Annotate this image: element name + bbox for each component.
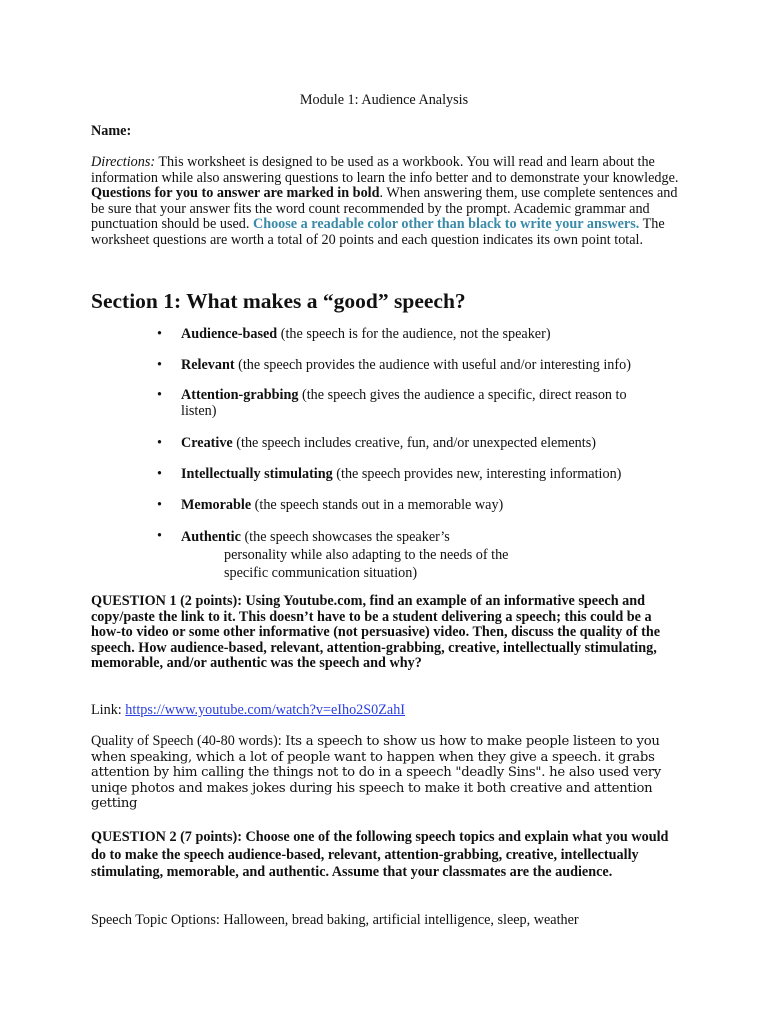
criterion-description: (the speech showcases the speaker’s <box>240 529 450 545</box>
criterion-term: Relevant <box>181 357 235 373</box>
bullet-icon: • <box>157 357 162 373</box>
quality-of-speech-answer <box>91 734 686 812</box>
question-2-prompt: QUESTION 2 (7 points): Choose one of the following speech topics and explain what you would do to make the speech audience-based, relevant, attention-grabbing, creative, intellectually stimulating, memorable, and authentic. Assume that your classmates are the audience. <box>91 829 669 881</box>
criterion-term: Memorable <box>181 497 252 513</box>
directions-paragraph <box>91 155 681 249</box>
name-label: Name: <box>91 123 132 139</box>
quality-label: Quality of Speech (40-80 words): <box>91 733 286 749</box>
criterion-term: Creative <box>181 435 233 451</box>
bullet-icon: • <box>157 435 162 451</box>
bullet-icon: • <box>157 466 162 482</box>
document-title: Module 1: Audience Analysis <box>299 92 469 108</box>
bullet-icon: • <box>157 528 162 544</box>
section-heading: Section 1: What makes a “good” speech? <box>91 289 466 313</box>
criterion-description-continued: specific communication situation) <box>224 565 418 581</box>
speech-topic-options: Speech Topic Options: Halloween, bread baking, artificial intelligence, sleep, weather <box>91 912 579 928</box>
bullet-icon: • <box>157 387 162 403</box>
directions-highlight: Choose a readable color other than black to write your answers. <box>252 216 640 233</box>
bullet-icon: • <box>157 497 162 513</box>
criterion-description: (the speech is for the audience, not the speaker) <box>277 326 551 342</box>
criterion-term: Intellectually stimulating <box>181 466 333 482</box>
criterion-description: (the speech includes creative, fun, and/or unexpected elements) <box>232 435 596 451</box>
criterion-description-continued: personality while also adapting to the needs of the <box>224 547 509 563</box>
criterion-description: (the speech gives the audience a specific, direct reason to listen) <box>181 387 627 419</box>
link-line <box>91 703 405 719</box>
youtube-link[interactable]: https://www.youtube.com/watch?v=eIho2S0ZahI <box>125 702 406 718</box>
criterion-term: Authentic <box>181 529 241 545</box>
quality-answer-text: Its a speech to show us how to make people listeen to you when speaking, which a lot of people want to happen when they give a speech. it grabs attention by him calling the things not to do in a speech "deadly Sins". he also used very uniqe photos and makes jokes during his speech to make it both creative and attention getting <box>91 734 662 812</box>
directions-label: Directions: <box>91 154 156 170</box>
criterion-term: Attention-grabbing <box>181 387 299 403</box>
directions-text: The worksheet questions are worth a total of 20 points and each question indicates its own point total. <box>91 216 665 248</box>
directions-text: This worksheet is designed to be used as a workbook. You will read and learn about the information while also answering questions to learn the info better and to demonstrate your knowledge. <box>91 154 679 186</box>
criterion-description: (the speech stands out in a memorable way) <box>251 497 504 513</box>
question-1-prompt: QUESTION 1 (2 points): Using Youtube.com, find an example of an informative speech and copy/paste the link to it. This doesn’t have to be a student delivering a speech; this could be a how-to video or some other informative (not persuasive) video. Then, discuss the quality of the speech. How audience-based, relevant, attention-grabbing, creative, intellectually stimulating, memorable, and/or authentic was the speech and why? <box>91 593 661 672</box>
bullet-icon: • <box>157 326 162 342</box>
directions-bold-note: Questions for you to answer are marked in bold <box>91 185 380 202</box>
criterion-description: (the speech provides the audience with useful and/or interesting info) <box>234 357 631 373</box>
link-label: Link: <box>91 702 126 718</box>
directions-text: . When answering them, use complete sentences and be sure that your answer fits the word count recommended by the prompt. Academic grammar and punctuation should be used. <box>91 185 678 233</box>
criterion-term: Audience-based <box>181 326 278 342</box>
criterion-description: (the speech provides new, interesting information) <box>332 466 622 482</box>
